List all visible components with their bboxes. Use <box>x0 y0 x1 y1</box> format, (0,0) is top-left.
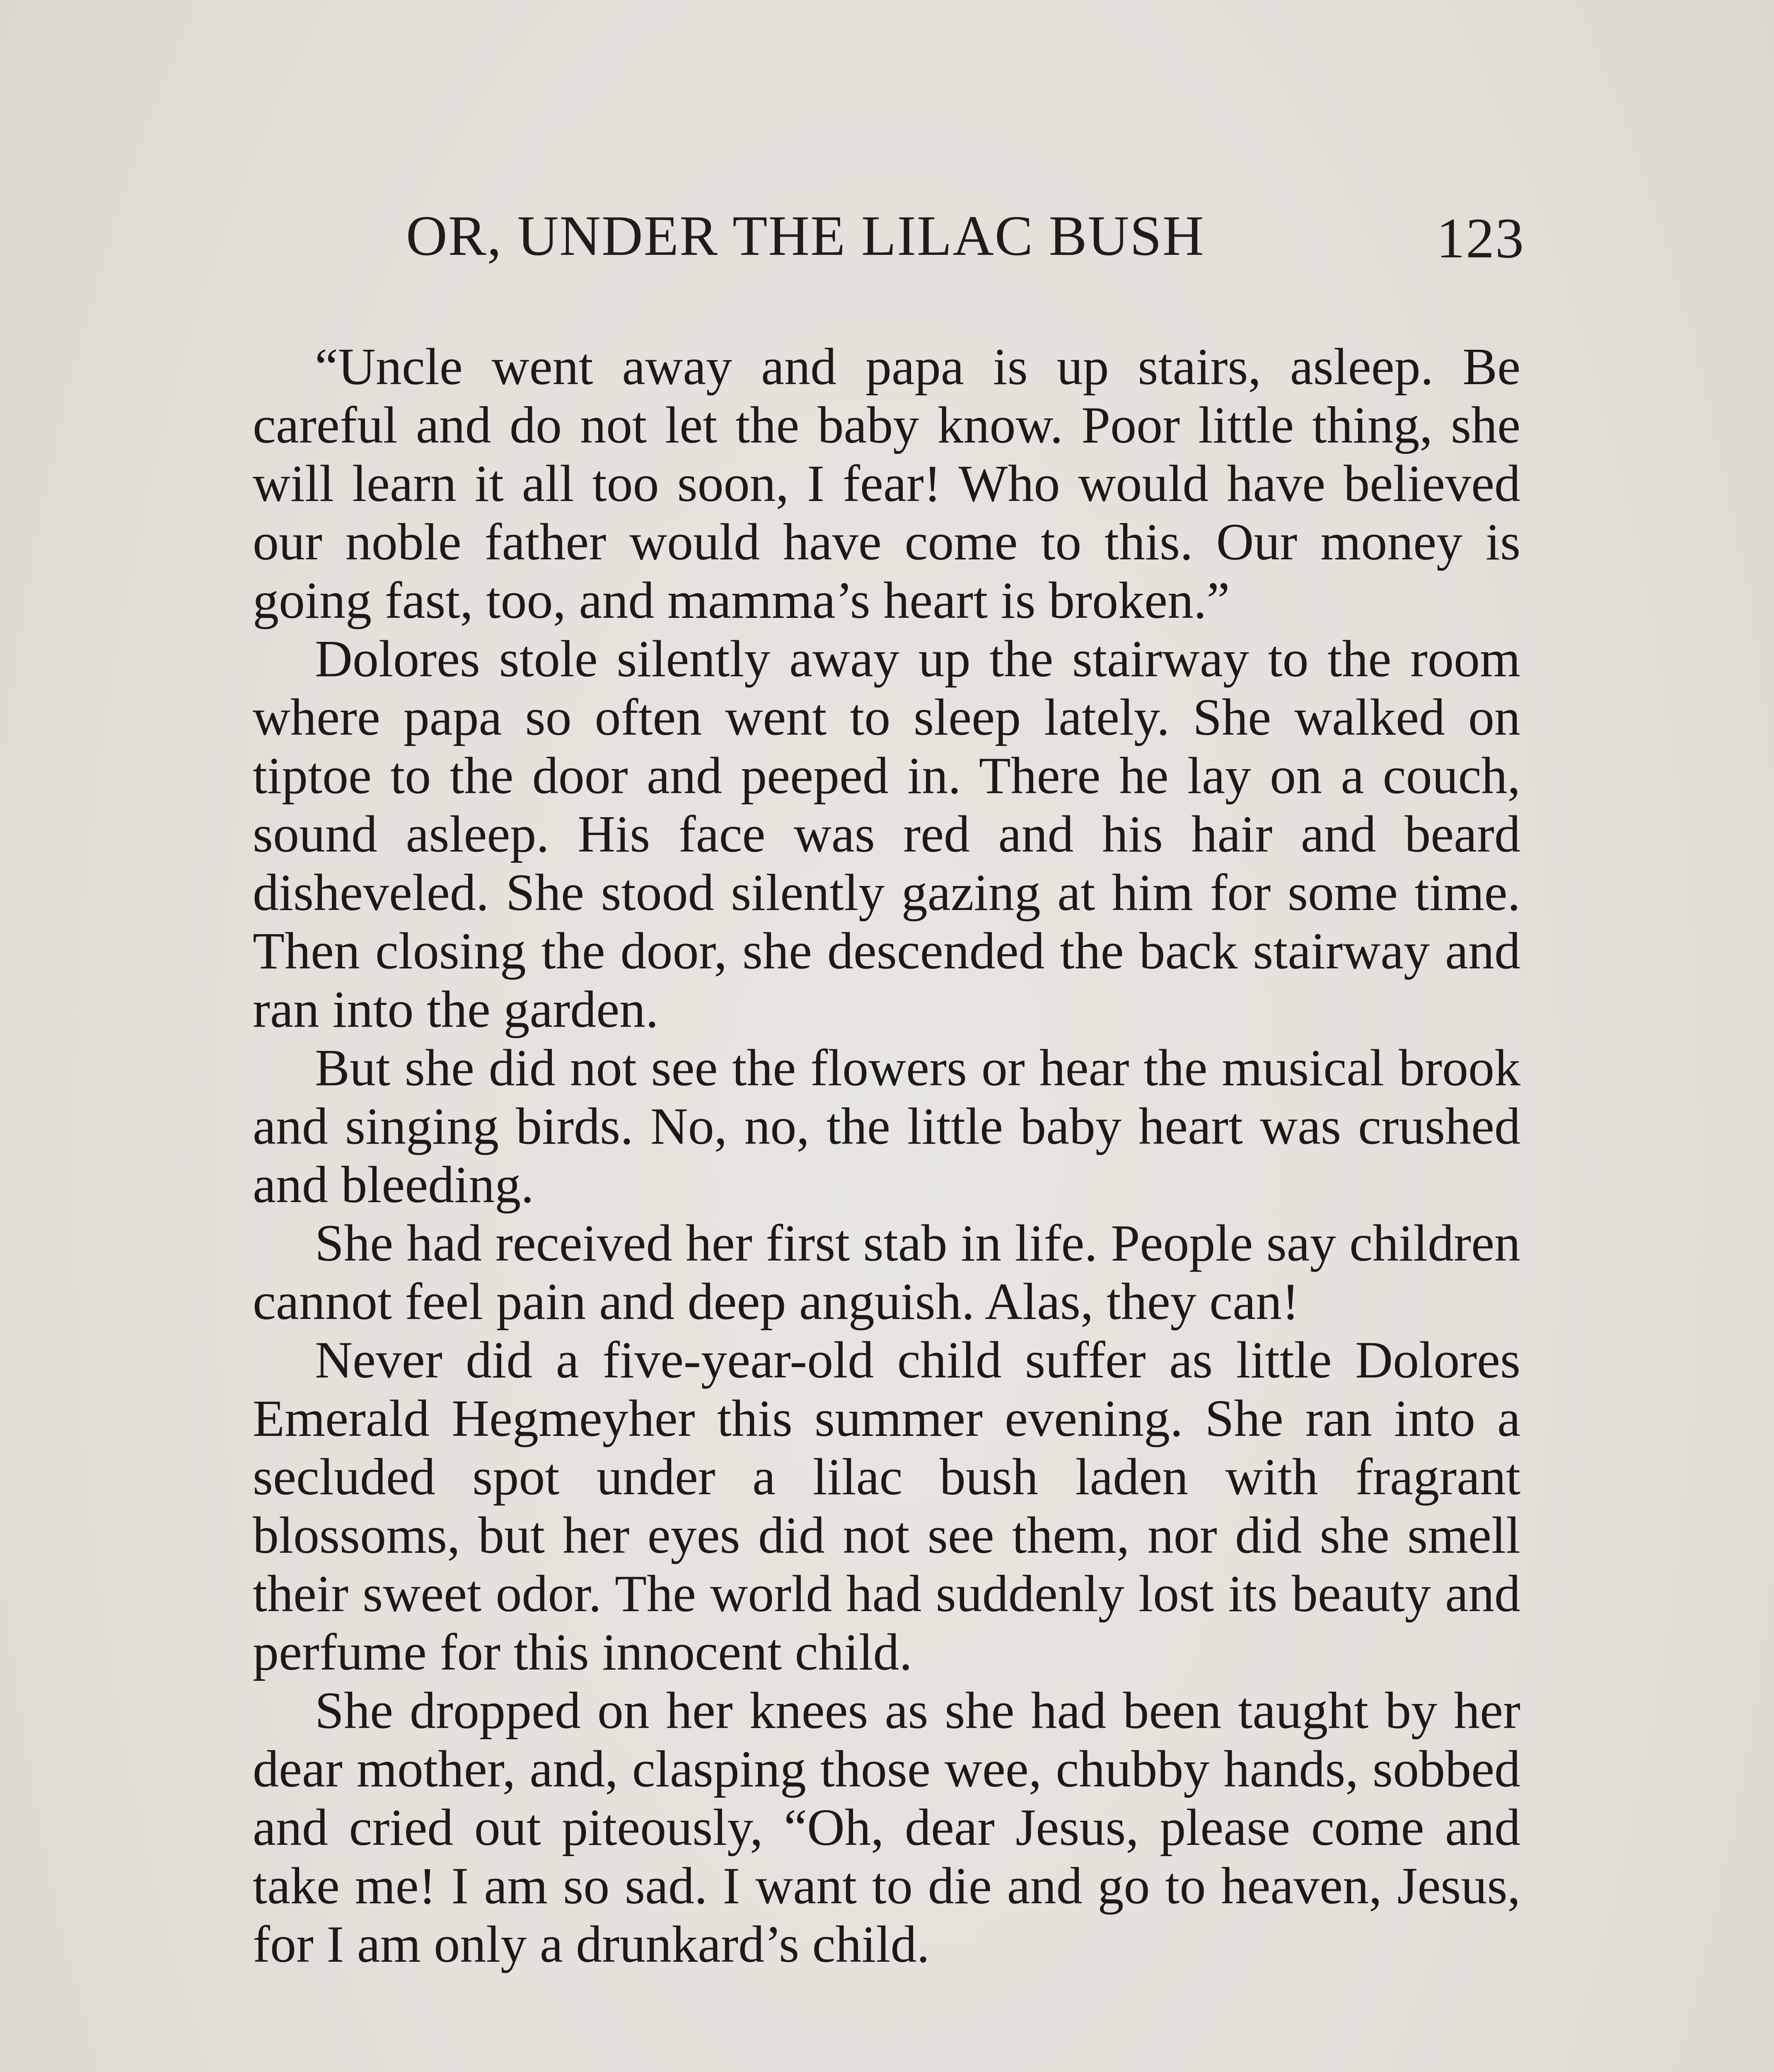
paragraph: She had received her first stab in life. People say children cannot feel pain and deep anguish. Alas, they can! <box>253 1215 1520 1331</box>
body-text <box>253 338 1520 1974</box>
paragraph: Never did a five-year-old child suffer as little Dolores Emerald Hegmeyher this summer evening. She ran into a secluded spot under a lilac bush laden with fragrant blossoms, but her eyes did not see them, nor did she smell their sweet odor. The world had suddenly lost its beauty and perfume for this innocent child. <box>253 1331 1520 1681</box>
paragraph: Dolores stole silently away up the stairway to the room where papa so often went to sleep lately. She walked on tiptoe to the door and peeped in. There he lay on a couch, sound asleep. His face was red and his hair and beard disheveled. She stood silently gazing at him for some time. Then closing the door, she descended the back stairway and ran into the garden. <box>253 630 1520 1038</box>
running-head-title: OR, UNDER THE LILAC BUSH <box>406 204 1205 267</box>
paragraph: But she did not see the flowers or hear the musical brook and singing birds. No, no, the little baby heart was crushed and bleeding. <box>253 1039 1520 1214</box>
paragraph: “Uncle went away and papa is up stairs, asleep. Be careful and do not let the baby know. Poor little thing, she will learn it all too soon, I fear! Who would have believed our noble father would have come to this. Our money is going fast, too, and mamma’s heart is broken.” <box>253 338 1520 629</box>
page-number: 123 <box>1436 206 1525 270</box>
paragraph: She dropped on her knees as she had been taught by her dear mother, and, clasping those wee, chubby hands, sobbed and cried out piteously, “Oh, dear Jesus, please come and take me! I am so sad. I want to die and go to heaven, Jesus, for I am only a drunkard’s child. <box>253 1682 1520 1973</box>
